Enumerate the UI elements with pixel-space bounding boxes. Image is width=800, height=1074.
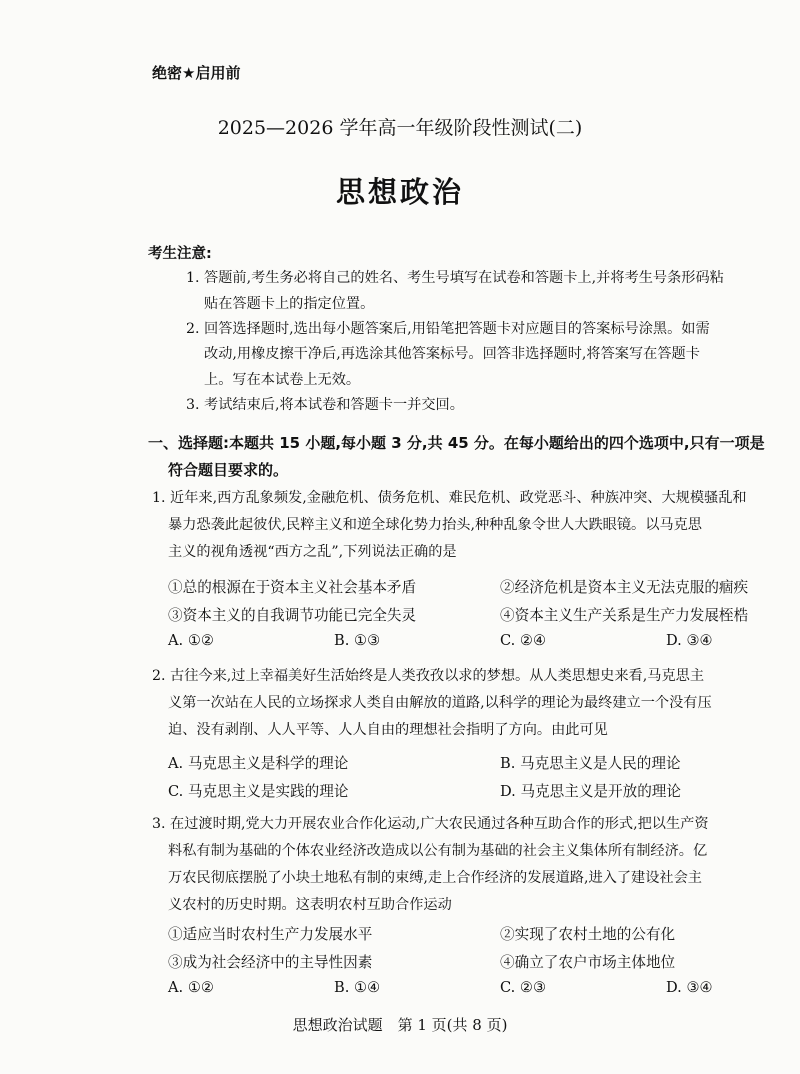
notice-line: 上。写在本试卷上无效。: [204, 372, 361, 388]
question-2-choice: D. 马克思主义是开放的理论: [500, 783, 681, 800]
question-1-choice: A. ①②: [168, 632, 214, 649]
notice-line: 2. 回答选择题时,选出每小题答案后,用铅笔把答题卡对应题目的答案标号涂黑。如需: [186, 321, 710, 337]
question-3-choice: A. ①②: [168, 979, 214, 996]
question-3-stem: 万农民彻底摆脱了小块土地私有制的束缚,走上合作经济的发展道路,进入了建设社会主: [168, 870, 702, 886]
secret-label: 绝密★启用前: [152, 64, 241, 82]
question-3-item: ①适应当时农村生产力发展水平: [168, 926, 373, 943]
question-3-stem: 3. 在过渡时期,党大力开展农业合作化运动,广大农民通过各种互助合作的形式,把以生产资: [152, 816, 709, 832]
question-3-item: ②实现了农村土地的公有化: [500, 926, 676, 943]
question-2-stem: 2. 古往今来,过上幸福美好生活始终是人类孜孜以求的梦想。从人类思想史来看,马克思主: [152, 668, 705, 684]
page-footer: 思想政治试题 第 1 页(共 8 页): [292, 1016, 508, 1034]
question-1-stem: 1. 近年来,西方乱象频发,金融危机、债务危机、难民危机、政党恶斗、种族冲突、大规模骚乱和: [152, 490, 747, 506]
question-3-item: ④确立了农户市场主体地位: [500, 954, 676, 971]
question-1-item: ④资本主义生产关系是生产力发展桎梏: [500, 607, 749, 624]
question-1-item: ①总的根源在于资本主义社会基本矛盾: [168, 579, 417, 596]
question-1-choice: C. ②④: [500, 632, 547, 649]
question-2-choice: B. 马克思主义是人民的理论: [500, 755, 681, 772]
section-heading: 一、选择题:本题共 15 小题,每小题 3 分,共 45 分。在每小题给出的四个选项中,只有一项是: [148, 434, 765, 452]
question-1-choice: B. ①③: [334, 632, 381, 649]
notice-title: 考生注意:: [148, 246, 212, 262]
notice-line: 改动,用橡皮擦干净后,再选涂其他答案标号。回答非选择题时,将答案写在答题卡: [204, 346, 700, 362]
question-2-choice: A. 马克思主义是科学的理论: [168, 755, 349, 772]
subject-title: 思想政治: [335, 175, 464, 209]
notice-line: 1. 答题前,考生务必将自己的姓名、考生号填写在试卷和答题卡上,并将考生号条形码粘: [186, 270, 724, 286]
question-1-item: ②经济危机是资本主义无法克服的痼疾: [500, 579, 749, 596]
exam-title: 2025—2026 学年高一年级阶段性测试(二): [217, 117, 583, 139]
question-1-stem: 暴力恐袭此起彼伏,民粹主义和逆全球化势力抬头,种种乱象令世人大跌眼镜。以马克思: [168, 517, 702, 533]
question-3-item: ③成为社会经济中的主导性因素: [168, 954, 373, 971]
question-1-choice: D. ③④: [666, 632, 713, 649]
question-2-stem: 义第一次站在人民的立场探求人类自由解放的道路,以科学的理论为最终建立一个没有压: [168, 695, 712, 711]
question-2-choice: C. 马克思主义是实践的理论: [168, 783, 349, 800]
question-1-stem: 主义的视角透视“西方之乱”,下列说法正确的是: [168, 544, 457, 560]
notice-line: 贴在答题卡上的指定位置。: [204, 296, 375, 312]
question-3-choice: D. ③④: [666, 979, 713, 996]
section-heading-cont: 符合题目要求的。: [168, 461, 289, 479]
question-3-stem: 义农村的历史时期。这表明农村互助合作运动: [168, 897, 452, 913]
notice-line: 3. 考试结束后,将本试卷和答题卡一并交回。: [186, 397, 464, 413]
question-3-choice: C. ②③: [500, 979, 547, 996]
question-1-item: ③资本主义的自我调节功能已完全失灵: [168, 607, 417, 624]
question-3-choice: B. ①④: [334, 979, 381, 996]
question-2-stem: 迫、没有剥削、人人平等、人人自由的理想社会指明了方向。由此可见: [168, 722, 608, 738]
question-3-stem: 料私有制为基础的个体农业经济改造成以公有制为基础的社会主义集体所有制经济。亿: [168, 843, 708, 859]
